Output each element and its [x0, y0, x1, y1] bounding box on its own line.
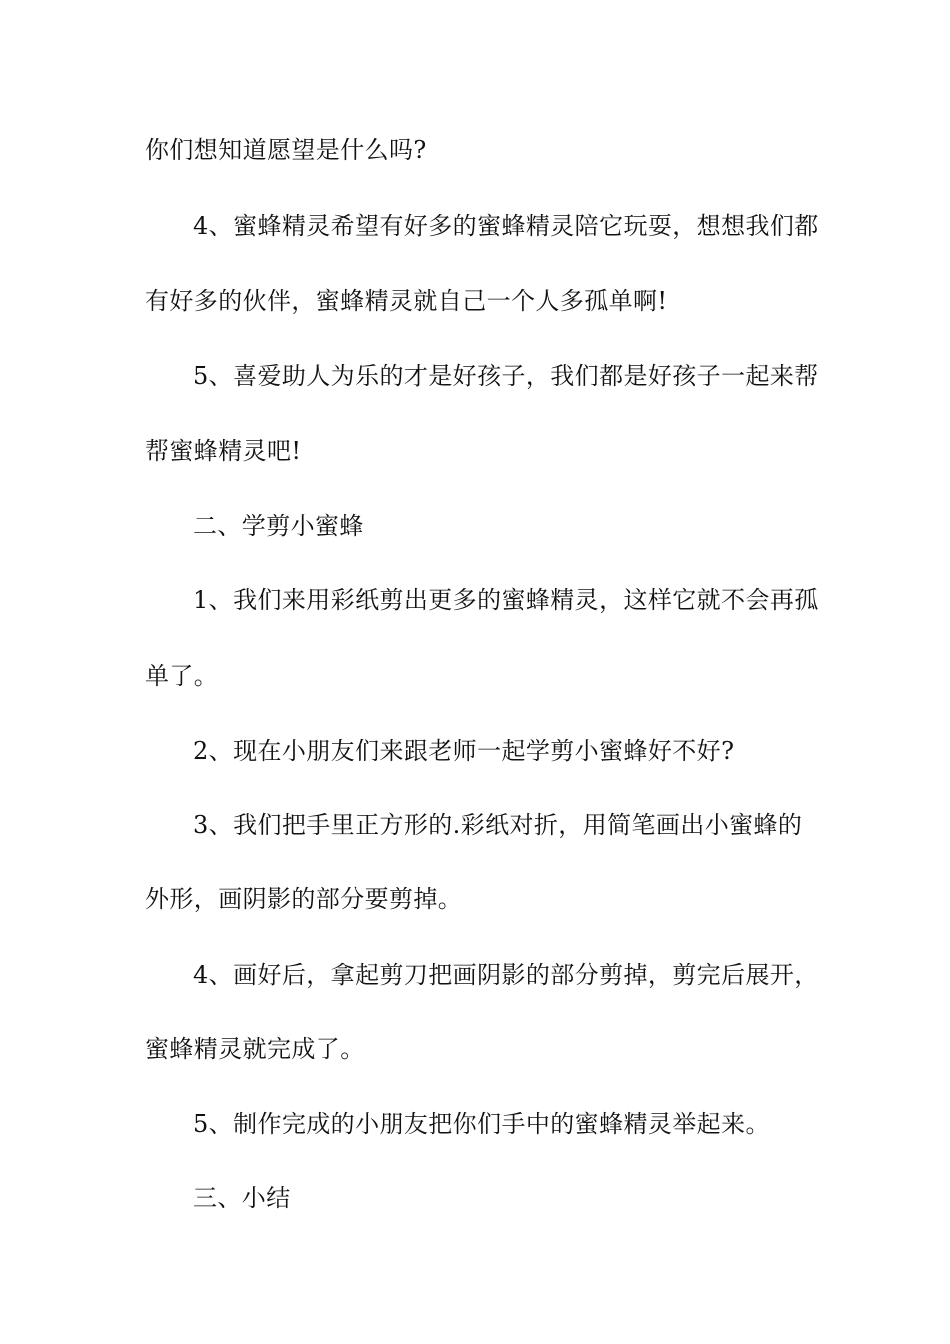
paragraph-line: 单了。: [145, 662, 219, 690]
paragraph-line: 1、我们来用彩纸剪出更多的蜜蜂精灵，这样它就不会再孤: [193, 586, 819, 614]
paragraph-line: 4、画好后，拿起剪刀把画阴影的部分剪掉，剪完后展开，: [193, 961, 819, 989]
section-heading: 三、小结: [193, 1184, 291, 1212]
paragraph-line: 帮蜜蜂精灵吧!: [145, 437, 302, 465]
paragraph-line: 外形，画阴影的部分要剪掉。: [145, 885, 463, 913]
section-heading: 二、学剪小蜜蜂: [193, 512, 364, 540]
paragraph-line: 你们想知道愿望是什么吗?: [145, 136, 427, 164]
paragraph-line: 2、现在小朋友们来跟老师一起学剪小蜜蜂好不好?: [193, 737, 735, 765]
paragraph-line: 5、喜爱助人为乐的才是好孩子，我们都是好孩子一起来帮: [193, 362, 819, 390]
paragraph-line: 4、蜜蜂精灵希望有好多的蜜蜂精灵陪它玩耍，想想我们都: [193, 212, 819, 240]
paragraph-line: 有好多的伙伴，蜜蜂精灵就自己一个人多孤单啊!: [145, 287, 668, 315]
paragraph-line: 3、我们把手里正方形的.彩纸对折，用简笔画出小蜜蜂的: [193, 811, 803, 839]
paragraph-line: 5、制作完成的小朋友把你们手中的蜜蜂精灵举起来。: [193, 1110, 770, 1138]
paragraph-line: 蜜蜂精灵就完成了。: [145, 1035, 365, 1063]
